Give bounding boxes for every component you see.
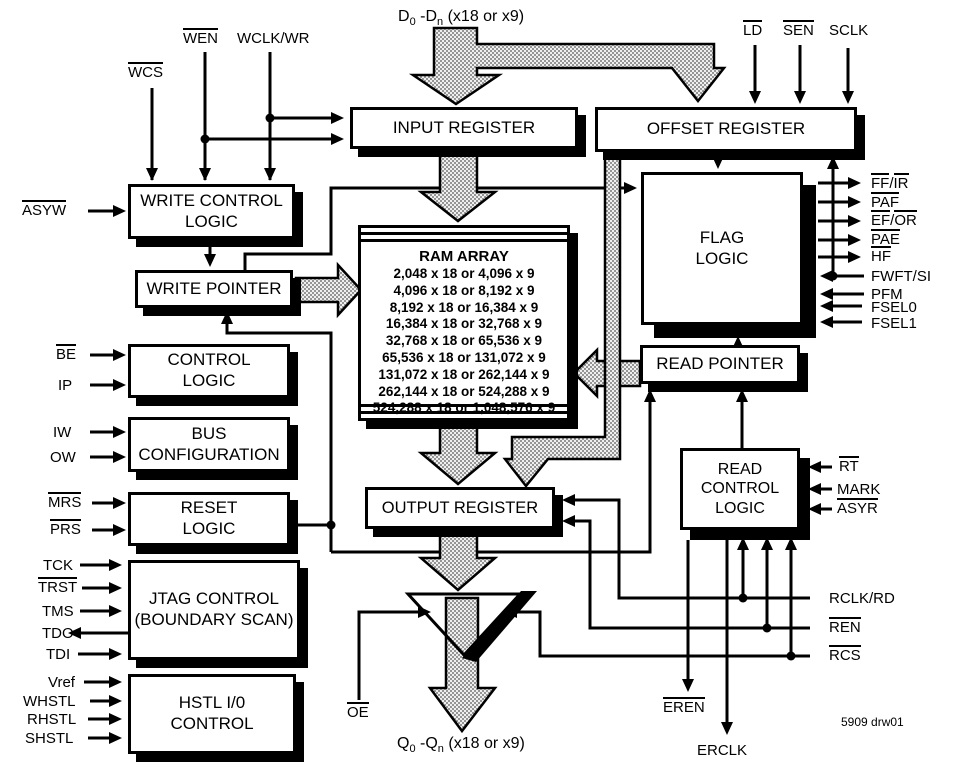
block-title: OFFSET REGISTER — [646, 119, 806, 139]
block-title-line: JTAG CONTROL — [148, 589, 280, 609]
reset-logic-block — [128, 492, 290, 546]
signal-label-eren: EREN — [663, 699, 705, 716]
block-title: OUTPUT REGISTER — [381, 498, 539, 517]
signal-label-d-in: $D_0$ $-D_n$ (x18 or x9) — [398, 8, 525, 29]
ram-size-row: 65,536 x 18 or 131,072 x 9 — [382, 349, 546, 365]
signal-label-oe: OE — [347, 704, 369, 721]
read-control-logic-block — [680, 448, 800, 530]
ram-array-block — [358, 225, 570, 421]
signal-label-mark: MARK — [837, 481, 881, 498]
write-pointer-block — [135, 270, 293, 308]
ram-bottom-rule — [361, 404, 567, 407]
block-title-line: LOGIC — [715, 499, 765, 517]
read-pointer-block — [640, 345, 800, 384]
signal-label-iw: IW — [53, 424, 72, 441]
block-title-line: LOGIC — [185, 211, 238, 231]
block-title: INPUT REGISTER — [392, 117, 536, 137]
signal-label-rt: RT — [839, 458, 859, 475]
signal-label-wcs: WCS — [128, 64, 163, 81]
control-logic-block — [128, 344, 290, 398]
signal-label-paf: PAF — [871, 194, 900, 211]
signal-label-tck: TCK — [43, 557, 73, 574]
block-title-line: CONTROL — [700, 480, 780, 498]
signal-label-sen: SEN — [783, 22, 814, 39]
write-control-logic-block — [128, 184, 295, 239]
ram-to-output-register-arrow — [421, 419, 495, 484]
signal-label-ren: REN — [829, 619, 861, 636]
block-title-line: CONFIGURATION — [138, 444, 280, 464]
signal-label-ow: OW — [50, 449, 76, 466]
bus-configuration-block — [128, 417, 290, 472]
ram-bottom-rule — [361, 411, 567, 414]
signal-label-whstl: WHSTL — [23, 693, 76, 710]
ram-top-rule — [361, 232, 567, 235]
signal-label-hf: HF — [871, 248, 891, 265]
block-title-line: BUS — [191, 423, 227, 443]
input-register-to-ram-arrow — [421, 149, 495, 221]
block-title-line: READ — [717, 460, 763, 478]
signal-label-vref: Vref — [48, 674, 75, 691]
signal-label-pfm: PFM — [871, 286, 903, 303]
block-title-line: FLAG — [699, 227, 745, 247]
signal-label-shstl: SHSTL — [25, 730, 74, 747]
signal-label-rclk-rd: RCLK/RD — [829, 590, 895, 607]
block-title-line: CONTROL — [167, 350, 251, 370]
signal-label-fwft-si: FWFT/SI — [871, 268, 931, 285]
block-title-line: WRITE CONTROL — [140, 190, 283, 210]
output-register-to-buffer-arrow — [421, 529, 495, 590]
ram-size-row: 4,096 x 18 or 8,192 x 9 — [393, 282, 535, 298]
signal-label-mrs: MRS — [48, 494, 82, 511]
signal-label-ff-ir: FF/IR — [871, 175, 909, 192]
ram-size-row: 2,048 x 18 or 4,096 x 9 — [393, 266, 535, 281]
offset-register-block — [595, 107, 857, 152]
write-pointer-to-ram-arrow — [296, 265, 361, 315]
signal-label-fsel1: FSEL1 — [871, 315, 917, 332]
signal-label-trst: TRST — [38, 579, 78, 596]
signal-label-prs: PRS — [50, 521, 81, 538]
input-register-block — [350, 107, 578, 149]
ram-size-row: 131,072 x 18 or 262,144 x 9 — [378, 366, 550, 382]
ram-array-title: RAM ARRAY — [419, 248, 509, 265]
ram-size-row: 8,192 x 18 or 16,384 x 9 — [389, 299, 539, 315]
signal-label-rhstl: RHSTL — [27, 711, 77, 728]
signal-label-wen: WEN — [183, 30, 218, 47]
block-title-line: HSTL I/0 — [178, 693, 246, 713]
jtag-control-block — [128, 560, 300, 660]
block-title-line: LOGIC — [182, 519, 236, 538]
block-title: WRITE POINTER — [146, 278, 282, 298]
signal-label-q-out: $Q_0$ $-Q_n$ (x18 or x9) — [397, 735, 525, 756]
block-title-line: LOGIC — [695, 248, 749, 268]
data-in-arrow — [413, 28, 724, 104]
block-title: READ POINTER — [656, 354, 784, 374]
block-title-line: RESET — [180, 498, 238, 518]
signal-label-fsel0: FSEL0 — [871, 299, 917, 316]
block-title-line: CONTROL — [170, 714, 254, 733]
output-register-block — [365, 487, 555, 529]
signal-label-ip: IP — [58, 377, 73, 394]
signal-label-ld: LD — [743, 22, 763, 39]
block-title-line: (BOUNDARY SCAN) — [134, 610, 294, 629]
flag-logic-block — [641, 172, 803, 325]
signal-label-asyr: ASYR — [837, 500, 878, 517]
signal-label-tms: TMS — [42, 603, 74, 620]
signal-label-rcs: RCS — [829, 647, 861, 664]
signal-label-be: BE — [56, 346, 77, 363]
hstl-io-control-block — [128, 674, 296, 754]
signal-label-asyw: ASYW — [22, 202, 67, 219]
ram-size-row: 16,384 x 18 or 32,768 x 9 — [385, 316, 543, 332]
block-title-line: LOGIC — [182, 371, 236, 390]
signal-label-sclk: SCLK — [829, 22, 869, 39]
signal-label-tdo: TDO — [42, 625, 74, 642]
signal-label-pae: PAE — [871, 231, 900, 248]
ram-size-row: 32,768 x 18 or 65,536 x 9 — [385, 333, 543, 349]
signal-label-tdi: TDI — [46, 646, 71, 663]
ram-size-row: 524,288 x 18 or 1,048,576 x 9 — [372, 400, 556, 416]
drawing-number: 5909 drw01 — [841, 715, 904, 729]
ram-size-row: 262,144 x 18 or 524,288 x 9 — [378, 383, 550, 399]
signal-label-ef-or: EF/OR — [871, 212, 917, 229]
ram-top-rule — [361, 239, 567, 242]
signal-label-erclk: ERCLK — [697, 742, 748, 759]
signal-label-wclk-wr: WCLK/WR — [237, 30, 310, 47]
